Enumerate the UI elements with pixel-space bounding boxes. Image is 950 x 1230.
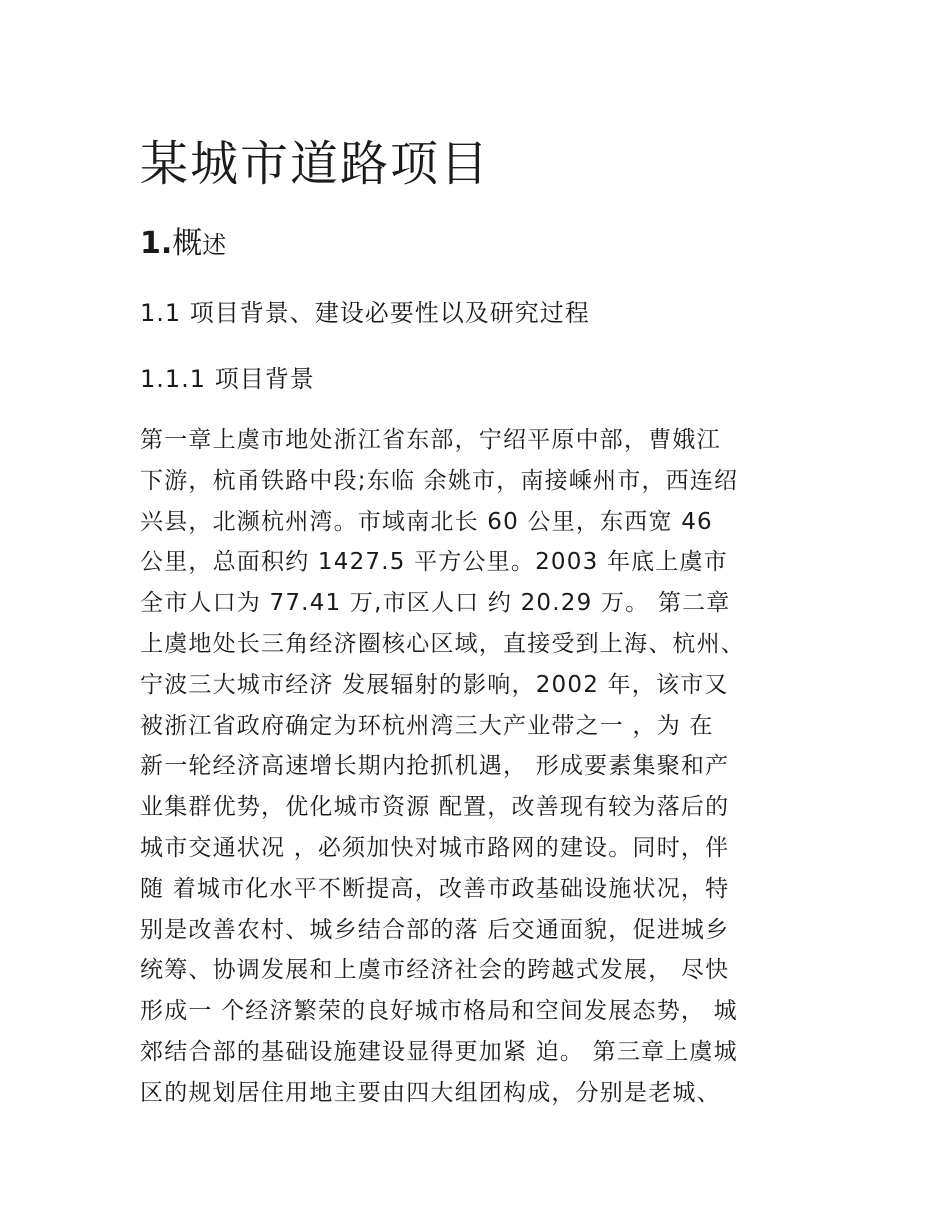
body-line: 兴县，北濒杭州湾。市域南北长 60 公里，东西宽 46 <box>140 508 713 535</box>
body-line: 随 着城市化水平不断提高，改善市政基础设施状况，特 <box>140 875 730 902</box>
body-line: 城市交通状况 ，必须加快对城市路网的建设。同时，伴 <box>140 834 730 861</box>
section-heading <box>140 224 226 265</box>
body-line: 宁波三大城市经济 发展辐射的影响，2002 年，该市又 <box>140 671 729 698</box>
body-line: 统筹、协调发展和上虞市经济社会的跨越式发展， 尽快 <box>140 957 730 984</box>
section-title-small: 述 <box>202 231 227 259</box>
body-line: 全市人口为 77.41 万,市区人口 约 20.29 万。 第二章 <box>140 590 731 617</box>
subsection-heading: 1.1 项目背景、建设必要性以及研究过程 <box>140 299 590 327</box>
document-title: 某城市道路项目 <box>140 136 491 192</box>
body-line: 上虞地处长三角经济圈核心区域，直接受到上海、杭州、 <box>140 630 745 657</box>
body-line: 第一章上虞市地处浙江省东部，宁绍平原中部，曹娥江 <box>140 427 721 453</box>
section-number: 1. <box>140 226 173 261</box>
body-line: 郊结合部的基础设施建设显得更加紧 迫。 第三章上虞城 <box>140 1038 738 1065</box>
body-paragraph <box>140 420 820 1114</box>
body-line: 区的规划居住用地主要由四大组团构成，分别是老城、 <box>140 1079 721 1106</box>
body-line: 形成一 个经济繁荣的良好城市格局和空间发展态势， 城 <box>140 998 738 1025</box>
body-line: 别是改善农村、城乡结合部的落 后交通面貌，促进城乡 <box>140 916 730 943</box>
body-line: 下游，杭甬铁路中段;东临 余姚市，南接嵊州市，西连绍 <box>140 467 739 494</box>
body-line: 新一轮经济高速增长期内抢抓机遇， 形成要素集聚和产 <box>140 753 730 780</box>
subsubsection-heading: 1.1.1 项目背景 <box>140 365 315 393</box>
body-line: 公里，总面积约 1427.5 平方公里。2003 年底上虞市 <box>140 549 728 576</box>
section-title-main: 概 <box>172 226 203 261</box>
body-line: 业集群优势，优化城市资源 配置，改善现有较为落后的 <box>140 794 730 821</box>
body-line: 被浙江省政府确定为环杭州湾三大产业带之一 ，为 在 <box>140 712 714 739</box>
